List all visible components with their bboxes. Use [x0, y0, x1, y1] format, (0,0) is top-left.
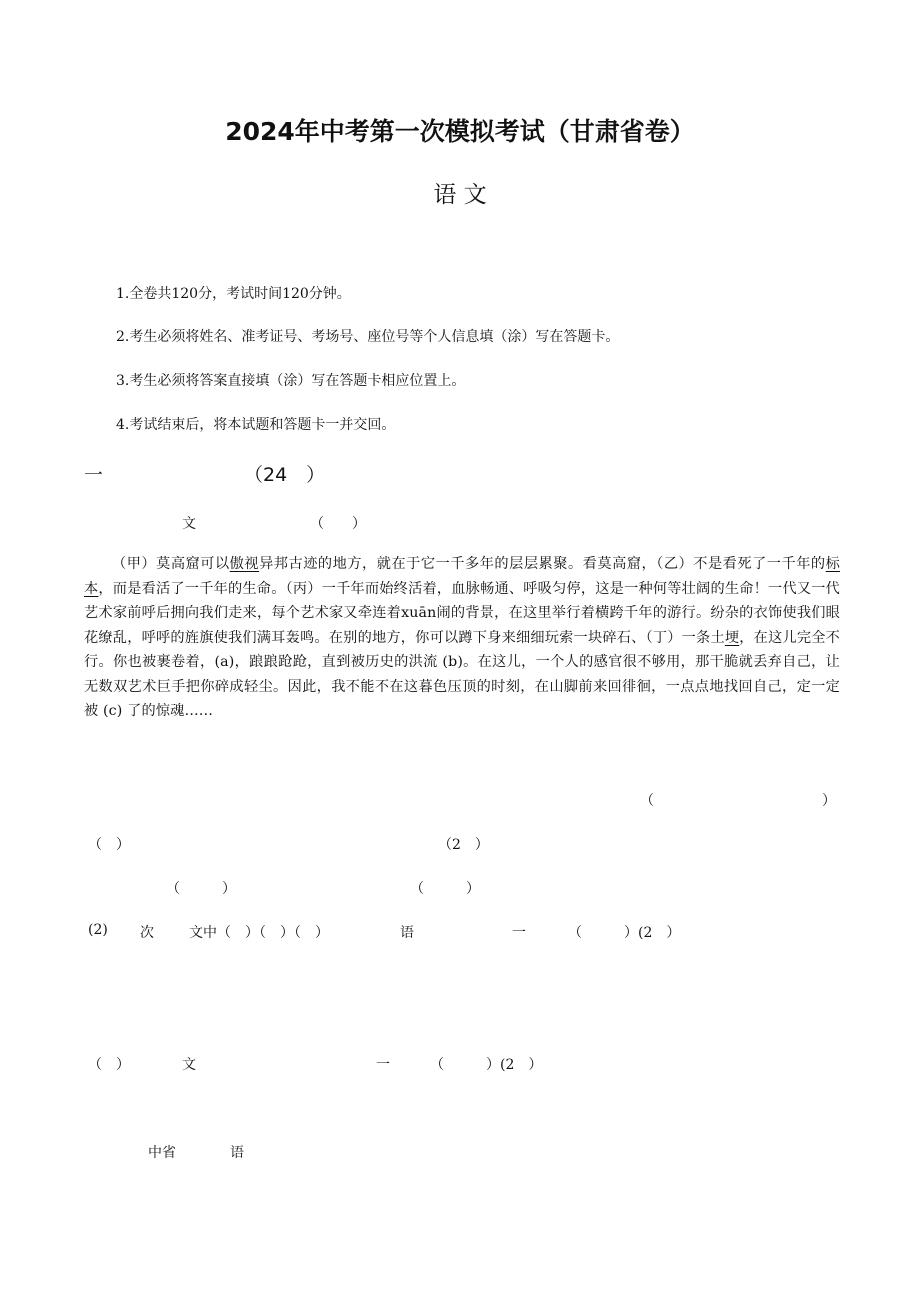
subsection-label: 文 [182, 516, 196, 532]
fragment-yi-2: 一 [376, 1057, 390, 1073]
question-paren-1: （ ） [88, 837, 130, 853]
question-number-2: (2) [88, 922, 108, 938]
section-number: 一 [84, 464, 104, 486]
answer-blank-a: （ ） [166, 881, 236, 897]
fragment-wenzhong: 文中（ ）（ ）（ ） [189, 925, 329, 941]
section-score: （24 ） [244, 464, 326, 486]
reading-passage: （甲）莫高窟可以傲视异邦古迹的地方，就在于它一千多年的层层累聚。看莫高窟，（乙）不是看死了一千年的标本，而是看活了一千年的生命。（丙）一千年而始终活着，血脉畅通、呼吸匀停，这是一种何等壮阔的生命！一代又一代艺术家前呼后拥向我们走来，每个艺术家又牵连着xuān闹的背景，在这里举行着横跨千年的游行。纷杂的衣饰使我们眼花缭乱，呼呼的旌旗使我们满耳轰鸣。在别的地方，你可以蹲下身来细细玩索一块碎石、（丁）一条土埂，在这儿完全不行。你也被裹卷着，(a)，踉踉跄跄，直到被历史的洪流 (b)。在这儿，一个人的感官很不够用，那干脆就丢弃自己，让无数双艺术巨手把你碎成轻尘。因此，我不能不在这暮色压顶的时刻，在山脚前来回徘徊，一点点地找回自己，定一定被 (c) 了的惊魂…… [84, 556, 840, 719]
fragment-zhongsheng: 中省 [148, 1145, 176, 1161]
underlined-word-biaoben: 标本 [84, 556, 840, 597]
question-score-2: （ ）(2 ） [568, 925, 681, 941]
instruction-1: 1.全卷共120分，考试时间120分钟。 [116, 286, 351, 302]
question-score-3: （ ）(2 ） [430, 1057, 543, 1073]
question-paren-3: （ ） [88, 1057, 130, 1073]
question-score-1: （2 ） [438, 837, 489, 853]
instruction-3: 3.考生必须将答案直接填（涂）写在答题卡相应位置上。 [116, 373, 466, 389]
underlined-word-aoshi: 傲视 [229, 556, 260, 572]
answer-paren-1: （ ） [640, 793, 836, 809]
subsection-paren: （ ） [310, 516, 366, 532]
fragment-yu-2: 语 [230, 1145, 244, 1161]
subject-title: 语 文 [433, 182, 487, 208]
underlined-word-geng: 埂 [724, 629, 740, 646]
instruction-2: 2.考生必须将姓名、准考证号、考场号、座位号等个人信息填（涂）写在答题卡。 [116, 329, 620, 345]
instruction-4: 4.考试结束后，将本试题和答题卡一并交回。 [116, 417, 396, 433]
fragment-yi: 一 [512, 925, 526, 941]
fragment-wen-2: 文 [182, 1057, 196, 1073]
fragment-yu: 语 [400, 925, 414, 941]
exam-title: 2024年中考第一次模拟考试（甘肃省卷） [225, 117, 695, 146]
answer-blank-b: （ ） [410, 881, 480, 897]
fragment-ci: 次 [140, 925, 154, 941]
